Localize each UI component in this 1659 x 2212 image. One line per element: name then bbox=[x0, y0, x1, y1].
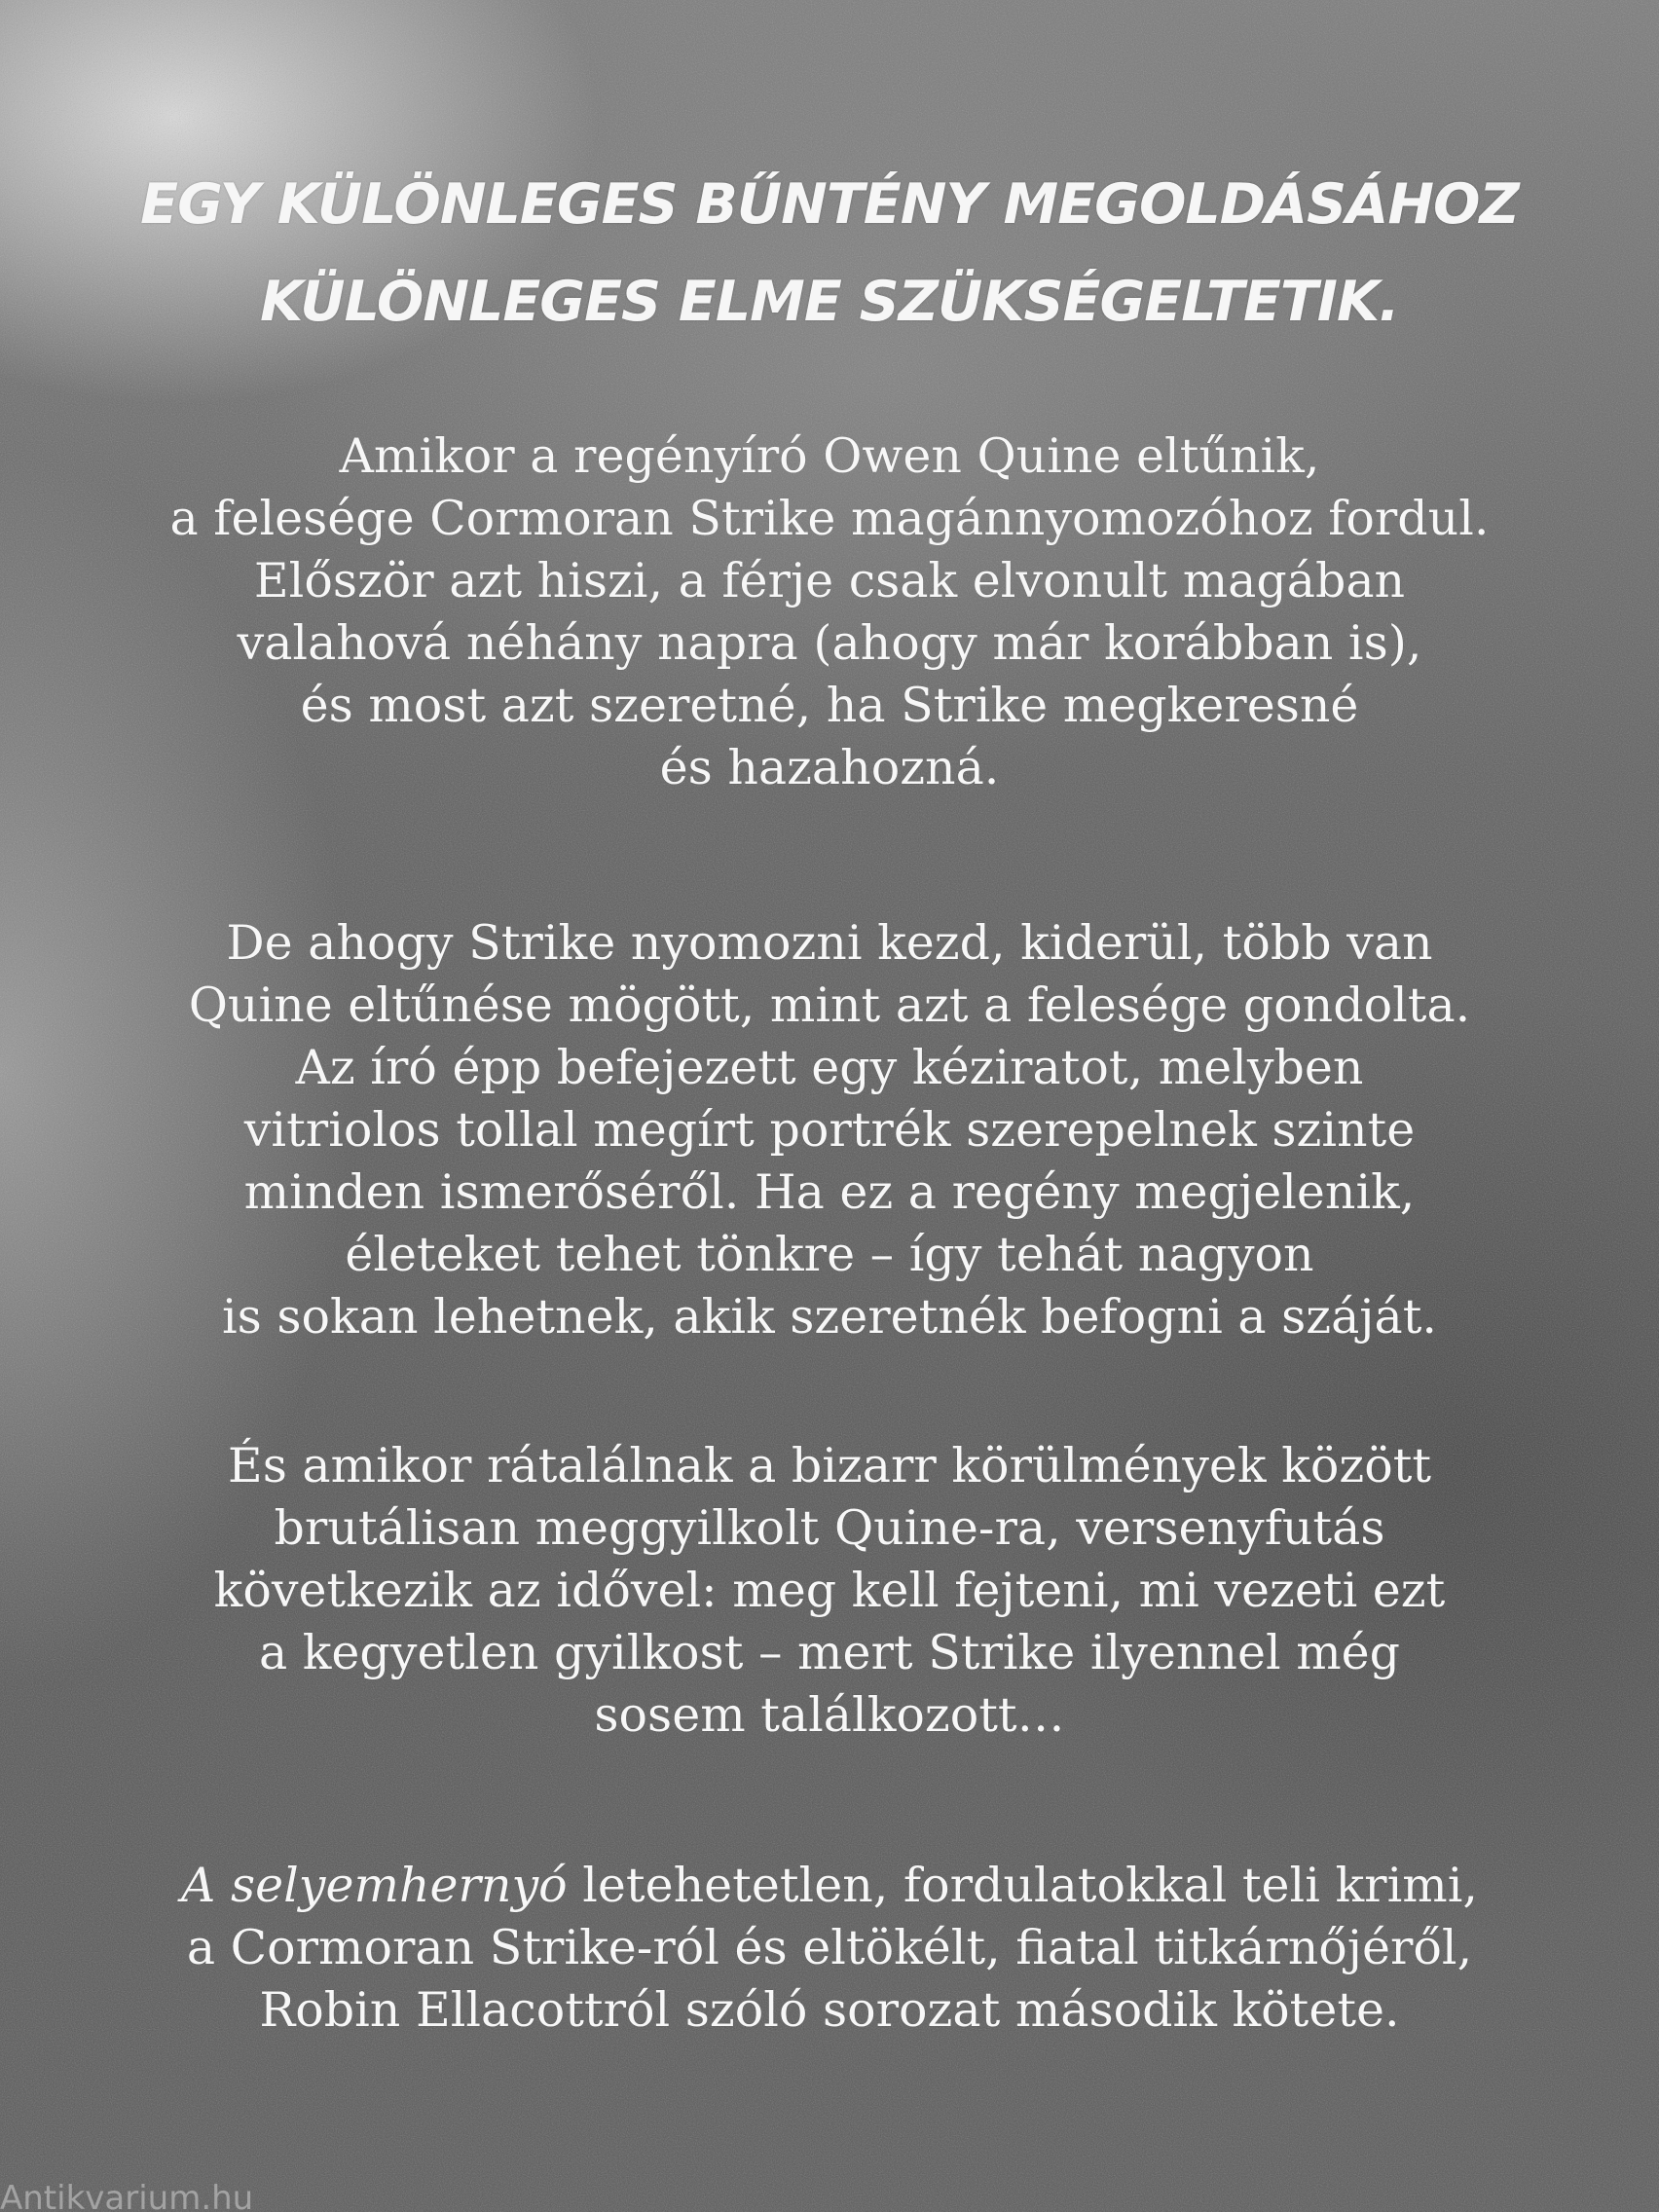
paragraph-2-line: minden ismerőséről. Ha ez a regény megjelenik, bbox=[243, 1164, 1416, 1220]
paragraph-2 bbox=[0, 912, 1659, 1348]
paragraph-4 bbox=[0, 1855, 1659, 2042]
watermark: Antikvarium.hu bbox=[0, 2179, 254, 2212]
paragraph-3-line: következik az idővel: meg kell fejteni, mi vezeti ezt bbox=[213, 1563, 1446, 1618]
paragraph-2-line: Quine eltűnése mögött, mint azt a felesége gondolta. bbox=[188, 977, 1471, 1033]
paragraph-4-line-3: Robin Ellacottról szóló sorozat második kötete. bbox=[259, 1982, 1400, 2038]
book-title: A selyemhernyó bbox=[181, 1858, 568, 1913]
paragraph-2-line: Az író épp befejezett egy kéziratot, melyben bbox=[295, 1040, 1364, 1095]
paragraph-1-line: a felesége Cormoran Strike magánnyomozóhoz fordul. bbox=[169, 491, 1490, 546]
paragraph-2-line: vitriolos tollal megírt portrék szerepelnek szinte bbox=[243, 1102, 1416, 1158]
paragraph-3-line: És amikor rátalálnak a bizarr körülmények között bbox=[227, 1438, 1432, 1493]
paragraph-3-line: sosem találkozott… bbox=[594, 1687, 1065, 1743]
paragraph-1-line: valahová néhány napra (ahogy már korábban is), bbox=[237, 615, 1422, 671]
paragraph-4-line-2: a Cormoran Strike-ról és eltökélt, fiatal titkárnőjéről, bbox=[186, 1920, 1473, 1975]
paragraph-4-line-1 bbox=[0, 1855, 1659, 1917]
paragraph-3-line: brutálisan meggyilkolt Quine-ra, versenyfutás bbox=[274, 1500, 1385, 1556]
headline-line-2: KÜLÖNLEGES ELME SZÜKSÉGELTETIK. bbox=[260, 270, 1399, 334]
paragraph-2-line: is sokan lehetnek, akik szeretnék befogni a száját. bbox=[222, 1289, 1437, 1345]
headline bbox=[0, 156, 1659, 350]
paragraph-4-line-1-rest: letehetetlen, fordulatokkal teli krimi, bbox=[567, 1858, 1478, 1913]
paragraph-1-line: és most azt szeretné, ha Strike megkeresné bbox=[300, 678, 1359, 733]
paragraph-2-line: életeket tehet tönkre – így tehát nagyon bbox=[345, 1227, 1314, 1282]
paragraph-1-line: Először azt hiszi, a férje csak elvonult magában bbox=[253, 553, 1406, 608]
headline-line-1: EGY KÜLÖNLEGES BŰNTÉNY MEGOLDÁSÁHOZ bbox=[140, 172, 1519, 237]
paragraph-3-line: a kegyetlen gyilkost – mert Strike ilyennel még bbox=[258, 1625, 1401, 1680]
paragraph-1-line: és hazahozná. bbox=[659, 740, 1000, 795]
paragraph-3 bbox=[0, 1435, 1659, 1747]
paragraph-1 bbox=[0, 425, 1659, 799]
paragraph-1-line: Amikor a regényíró Owen Quine eltűnik, bbox=[339, 428, 1320, 484]
paragraph-2-line: De ahogy Strike nyomozni kezd, kiderül, több van bbox=[226, 915, 1433, 971]
